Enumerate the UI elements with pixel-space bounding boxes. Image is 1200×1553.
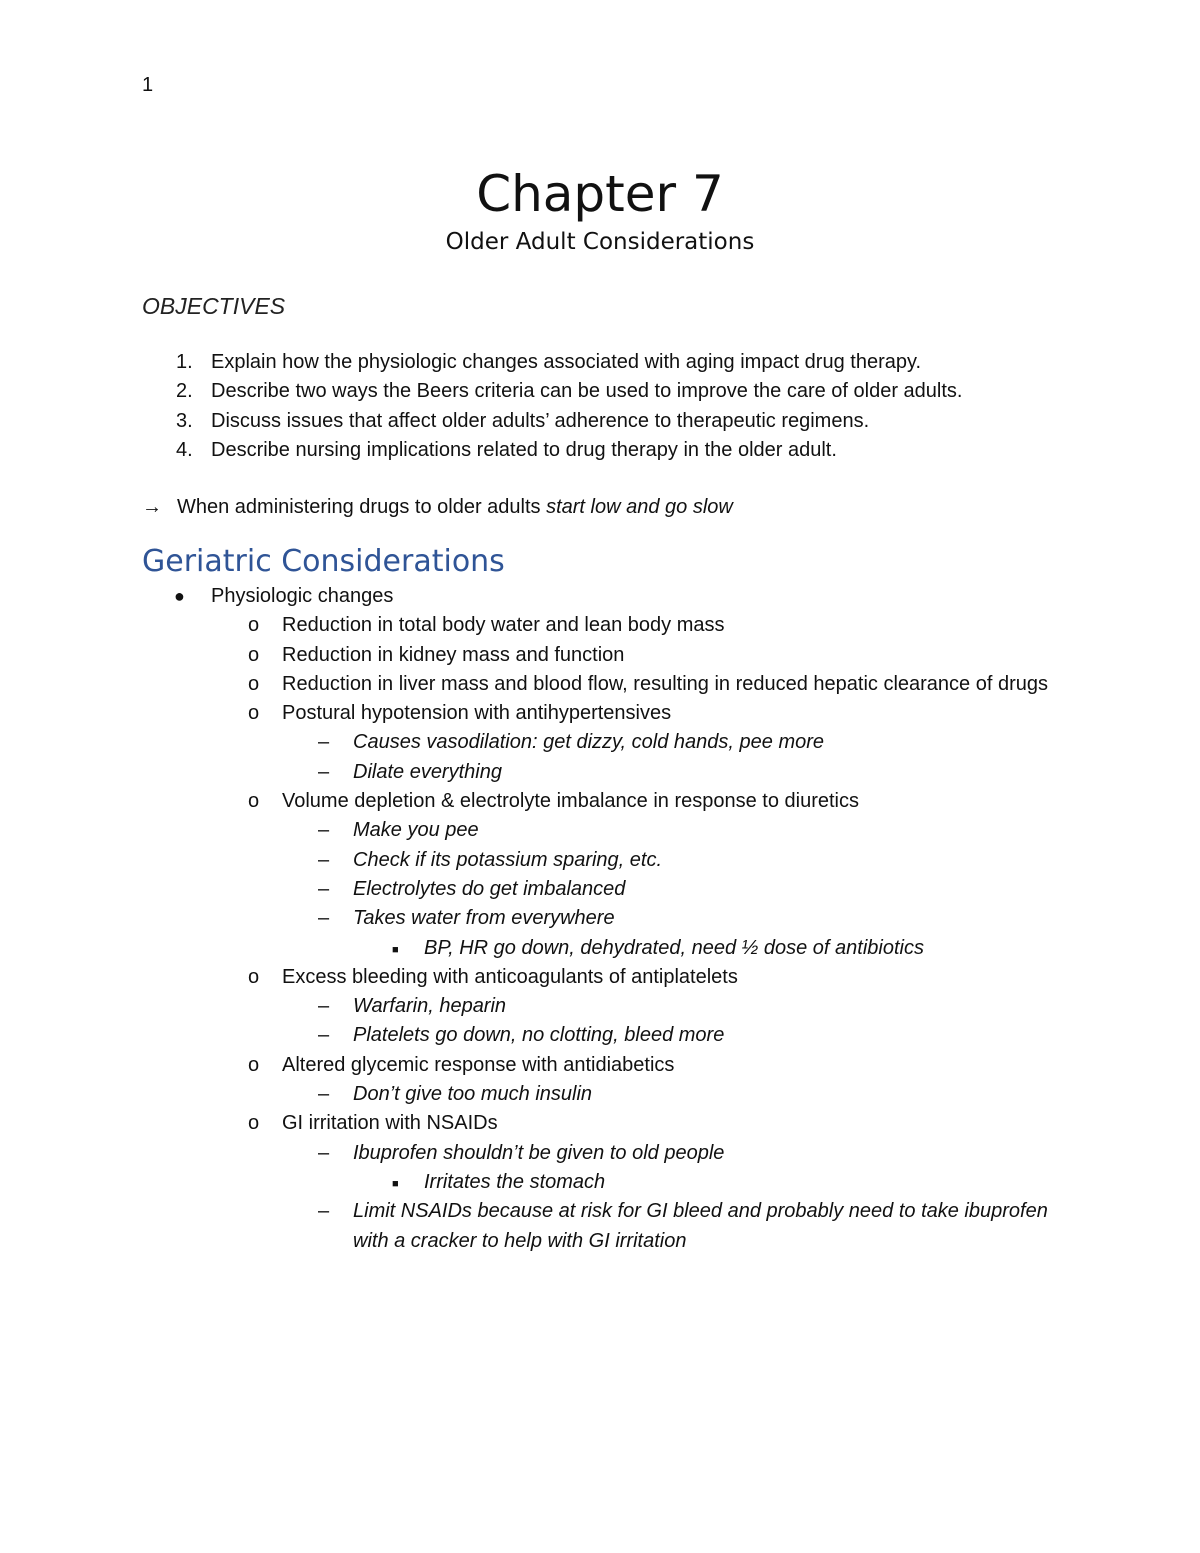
bullet-circle-icon: o bbox=[248, 672, 260, 695]
outline-item-level-3 bbox=[142, 758, 1062, 787]
outline-item-level-3 bbox=[142, 1139, 1062, 1168]
objective-item bbox=[176, 436, 962, 465]
bullet-dash-icon: – bbox=[318, 1200, 330, 1223]
bullet-circle-icon: o bbox=[248, 965, 260, 988]
bullet-dash-icon: – bbox=[318, 995, 330, 1018]
outline-item-text: Physiologic changes bbox=[211, 585, 394, 607]
objective-number: 2. bbox=[176, 380, 193, 403]
page-number: 1 bbox=[142, 74, 154, 96]
bullet-circle-icon: o bbox=[248, 1053, 260, 1076]
bullet-disc-icon: ● bbox=[174, 586, 185, 606]
outline-item-text: Takes water from everywhere bbox=[353, 907, 615, 930]
objective-number: 1. bbox=[176, 351, 193, 373]
outline-item-level-2 bbox=[142, 611, 1062, 640]
bullet-circle-icon: o bbox=[248, 614, 260, 637]
chapter-subtitle: Older Adult Considerations bbox=[445, 229, 755, 255]
outline-item-level-3 bbox=[142, 1197, 1062, 1256]
outline-item-text: Check if its potassium sparing, etc. bbox=[353, 848, 663, 871]
outline-item-text: BP, HR go down, dehydrated, need ½ dose of antibiotics bbox=[424, 936, 924, 959]
outline-item-level-3 bbox=[142, 728, 1062, 757]
objective-item bbox=[176, 377, 962, 406]
outline-item-level-3 bbox=[142, 904, 1062, 933]
outline-item-text: Limit NSAIDs because at risk for GI bleed and probably need to take ibuprofen with a cracker to help with GI irritation bbox=[353, 1200, 1048, 1252]
outline-item-text: Volume depletion & electrolyte imbalance in response to diuretics bbox=[282, 790, 859, 813]
note-text: When administering drugs to older adults bbox=[177, 496, 547, 518]
outline-item-text: Electrolytes do get imbalanced bbox=[353, 877, 626, 900]
outline-item-text: Make you pee bbox=[353, 819, 479, 842]
outline-item-level-3 bbox=[142, 1021, 1062, 1050]
outline-item-text: Reduction in total body water and lean body mass bbox=[282, 614, 725, 637]
outline-item-text: Warfarin, heparin bbox=[353, 995, 507, 1018]
objective-item bbox=[176, 348, 962, 377]
outline-item-level-1 bbox=[142, 582, 1062, 611]
bullet-circle-icon: o bbox=[248, 702, 260, 725]
outline-item-level-2 bbox=[142, 1051, 1062, 1080]
bullet-dash-icon: – bbox=[318, 1024, 330, 1047]
bullet-dash-icon: – bbox=[318, 907, 330, 930]
objective-text: Describe two ways the Beers criteria can be used to improve the care of older adults. bbox=[211, 380, 963, 403]
outline-item-level-4 bbox=[142, 934, 1062, 963]
outline-item-text: Don’t give too much insulin bbox=[353, 1083, 593, 1106]
bullet-dash-icon: – bbox=[318, 760, 330, 783]
objective-number: 3. bbox=[176, 409, 193, 432]
bullet-square-icon: ■ bbox=[392, 1177, 399, 1190]
objective-item bbox=[176, 407, 962, 436]
outline-item-text: GI irritation with NSAIDs bbox=[282, 1112, 498, 1135]
outline-item-level-2 bbox=[142, 641, 1062, 670]
outline-item-text: Dilate everything bbox=[353, 760, 502, 783]
bullet-dash-icon: – bbox=[318, 731, 330, 754]
outline-item-text: Causes vasodilation: get dizzy, cold hands, pee more bbox=[353, 731, 825, 754]
outline-item-level-4 bbox=[142, 1168, 1062, 1197]
outline-item-text: Reduction in kidney mass and function bbox=[282, 643, 625, 666]
outline-item-level-2 bbox=[142, 699, 1062, 728]
outline-item-level-2 bbox=[142, 1109, 1062, 1138]
outline-item-text: Irritates the stomach bbox=[424, 1170, 606, 1193]
bullet-dash-icon: – bbox=[318, 1083, 330, 1106]
outline-item-level-2 bbox=[142, 787, 1062, 816]
outline-item-level-3 bbox=[142, 846, 1062, 875]
note-emphasis: start low and go slow bbox=[546, 496, 733, 518]
outline-item-text: Excess bleeding with anticoagulants of antiplatelets bbox=[282, 965, 738, 988]
outline-item-level-3 bbox=[142, 875, 1062, 904]
objective-text: Discuss issues that affect older adults’ adherence to therapeutic regimens. bbox=[211, 409, 870, 432]
bullet-dash-icon: – bbox=[318, 1141, 330, 1164]
outline-item-level-3 bbox=[142, 1080, 1062, 1109]
bullet-dash-icon: – bbox=[318, 877, 330, 900]
outline-item-text: Ibuprofen shouldn’t be given to old people bbox=[353, 1141, 725, 1164]
outline-list bbox=[142, 582, 1062, 1256]
outline-item-level-2 bbox=[142, 670, 1062, 699]
outline-item-level-3 bbox=[142, 992, 1062, 1021]
bullet-circle-icon: o bbox=[248, 790, 260, 813]
outline-item-text: Platelets go down, no clotting, bleed more bbox=[353, 1024, 725, 1047]
objectives-list bbox=[176, 348, 962, 465]
bullet-dash-icon: – bbox=[318, 819, 330, 842]
section-heading: Geriatric Considerations bbox=[142, 544, 505, 579]
objectives-heading: OBJECTIVES bbox=[142, 293, 286, 319]
outline-item-level-3 bbox=[142, 816, 1062, 845]
bullet-circle-icon: o bbox=[248, 1112, 260, 1135]
objective-number: 4. bbox=[176, 438, 193, 461]
bullet-circle-icon: o bbox=[248, 643, 260, 666]
bullet-dash-icon: – bbox=[318, 848, 330, 871]
objective-text: Describe nursing implications related to drug therapy in the older adult. bbox=[211, 438, 837, 461]
chapter-title: Chapter 7 bbox=[476, 165, 724, 223]
outline-item-level-2 bbox=[142, 963, 1062, 992]
objective-text: Explain how the physiologic changes associated with aging impact drug therapy. bbox=[211, 351, 922, 373]
bullet-square-icon: ■ bbox=[392, 943, 399, 956]
outline-item-text: Postural hypotension with antihypertensives bbox=[282, 702, 672, 725]
outline-item-text: Altered glycemic response with antidiabetics bbox=[282, 1053, 675, 1076]
right-arrow-icon: → bbox=[142, 496, 162, 518]
outline-item-text: Reduction in liver mass and blood flow, resulting in reduced hepatic clearance of drugs bbox=[282, 672, 1048, 695]
key-note bbox=[142, 493, 733, 522]
